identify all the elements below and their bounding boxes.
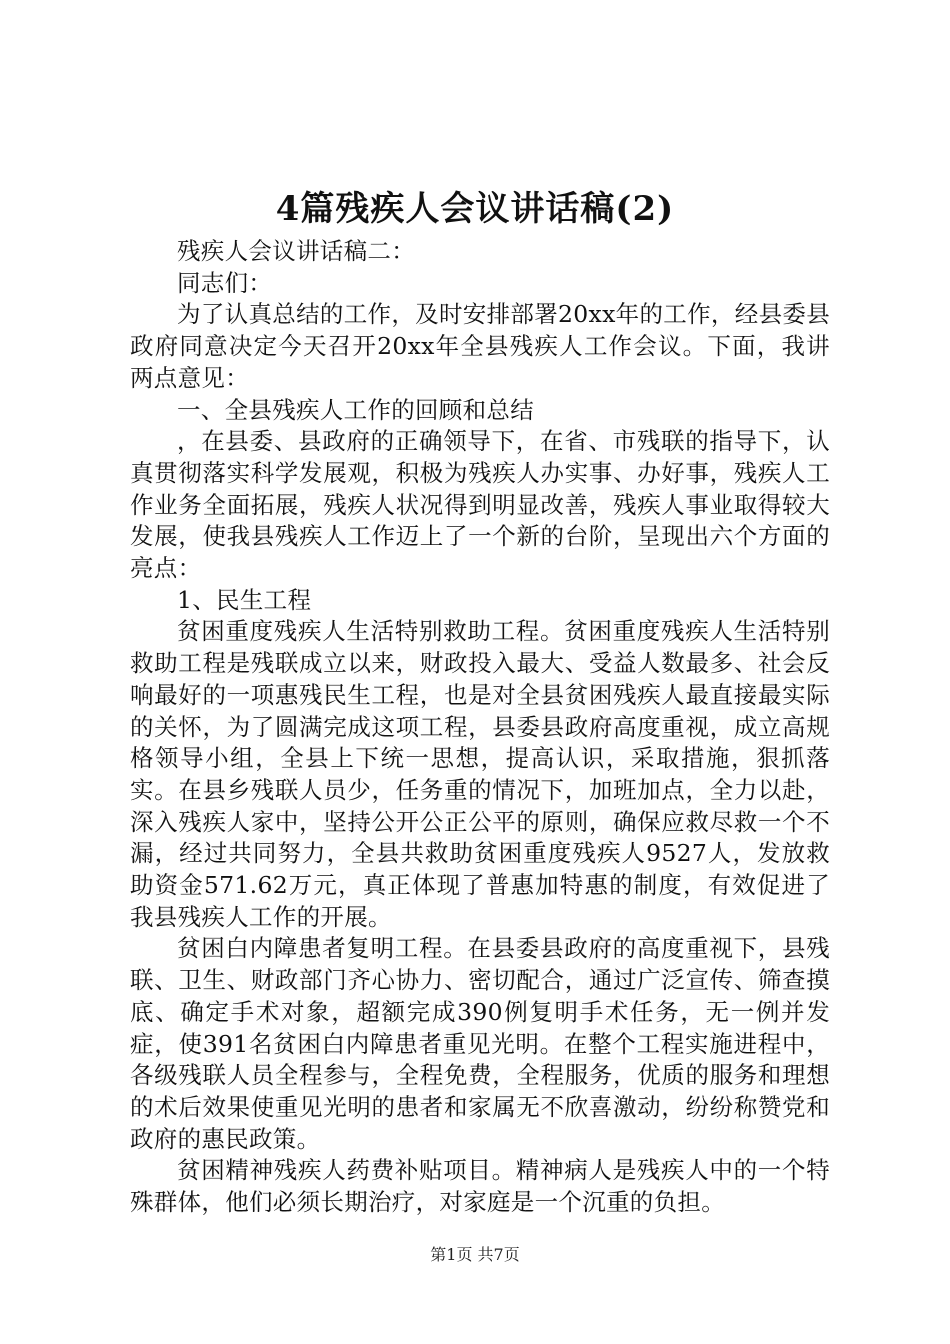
subsection-heading: 1、民生工程 <box>177 585 312 614</box>
paragraph: 贫困重度残疾人生活特别救助工程。贫困重度残疾人生活特别救助工程是残联成立以来，财政投入最大、受益人数最多、社会反响最好的一项惠残民生工程，也是对全县贫困残疾人最直接最实际的关怀，为了圆满完成这项工程，县委县政府高度重视，成立高规格领导小组，全县上下统一思想，提高认识，采取措施，狠抓落实。在县乡残联人员少，任务重的情况下，加班加点，全力以赴，深入残疾人家中，坚持公开公正公平的原则，确保应救尽救一个不漏，经过共同努力，全县共救助贫困重度残疾人9527人，发放救助资金571.62万元，真正体现了普惠加特惠的制度，有效促进了我县残疾人工作的开展。 <box>130 617 830 931</box>
section-heading: 一、全县残疾人工作的回顾和总结 <box>177 395 534 424</box>
page-footer: 第1页 共7页 <box>430 1245 520 1264</box>
document-title: 4篇残疾人会议讲话稿(2) <box>275 189 675 229</box>
paragraph: 贫困白内障患者复明工程。在县委县政府的高度重视下，县残联、卫生、财政部门齐心协力、密切配合，通过广泛宣传、筛查摸底、确定手术对象，超额完成390例复明手术任务，无一例并发症，使391名贫困白内障患者重见光明。在整个工程实施进程中，各级残联人员全程参与，全程免费，全程服务，优质的服务和理想的术后效果使重见光明的患者和家属无不欣喜激动，纷纷称赞党和政府的惠民政策。 <box>130 934 830 1153</box>
paragraph: ，在县委、县政府的正确领导下，在省、市残联的指导下，认真贯彻落实科学发展观，积极为残疾人办实事、办好事，残疾人工作业务全面拓展，残疾人状况得到明显改善，残疾人事业取得较大发展，使我县残疾人工作迈上了一个新的台阶，呈现出六个方面的亮点： <box>130 427 830 583</box>
paragraph: 同志们： <box>177 268 273 297</box>
paragraph: 残疾人会议讲话稿二： <box>177 237 415 265</box>
paragraph: 为了认真总结的工作，及时安排部署20xx年的工作，经县委县政府同意决定今天召开20xx年全县残疾人工作会议。下面，我讲两点意见： <box>130 300 830 392</box>
paragraph: 贫困精神残疾人药费补贴项目。精神病人是残疾人中的一个特殊群体，他们必须长期治疗，对家庭是一个沉重的负担。 <box>130 1156 830 1217</box>
document-body <box>130 236 830 1219</box>
